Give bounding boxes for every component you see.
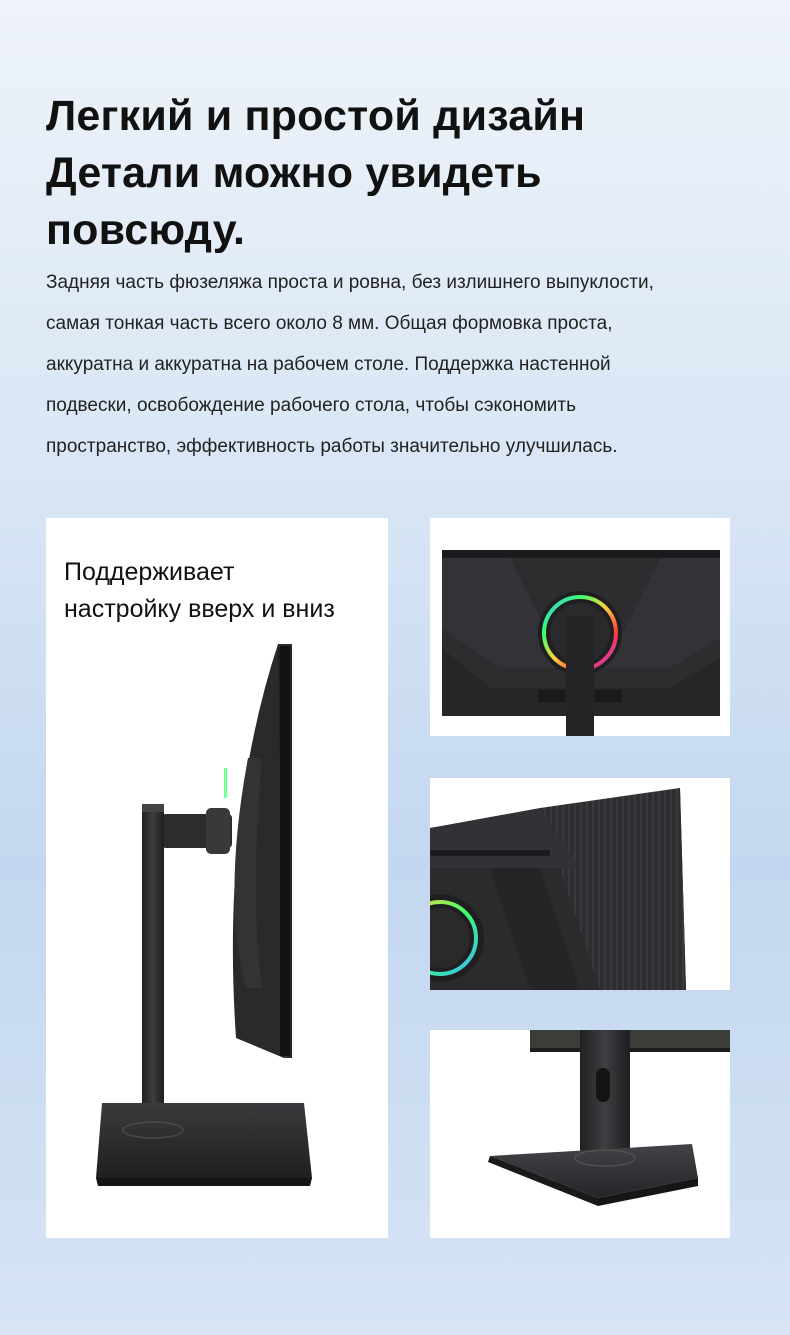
headline — [46, 88, 746, 259]
description-line: Задняя часть фюзеляжа проста и ровна, без излишнего выпуклости, — [46, 272, 654, 293]
card-caption-line: настройку вверх и вниз — [64, 595, 335, 623]
description-line: самая тонкая часть всего около 8 мм. Общая формовка проста, — [46, 313, 613, 334]
description-line: подвески, освобождение рабочего стола, чтобы сэкономить — [46, 395, 576, 416]
card-caption — [64, 554, 335, 628]
stand-base-card — [430, 1030, 730, 1238]
monitor-rear-closeup-image — [430, 778, 730, 990]
monitor-rear-rgb-image — [430, 518, 730, 736]
height-adjust-card — [46, 518, 388, 1238]
monitor-stand-base-image — [430, 1030, 730, 1238]
description — [46, 262, 746, 467]
rear-rgb-card — [430, 518, 730, 736]
description-line: пространство, эффективность работы значительно улучшилась. — [46, 436, 618, 457]
headline-line: Детали можно увидеть — [46, 149, 542, 197]
rear-closeup-card — [430, 778, 730, 990]
description-line: аккуратна и аккуратна на рабочем столе. Поддержка настенной — [46, 354, 611, 375]
card-caption-line: Поддерживает — [64, 558, 235, 586]
headline-line: Легкий и простой дизайн — [46, 92, 586, 140]
headline-line: повсюду. — [46, 206, 246, 254]
